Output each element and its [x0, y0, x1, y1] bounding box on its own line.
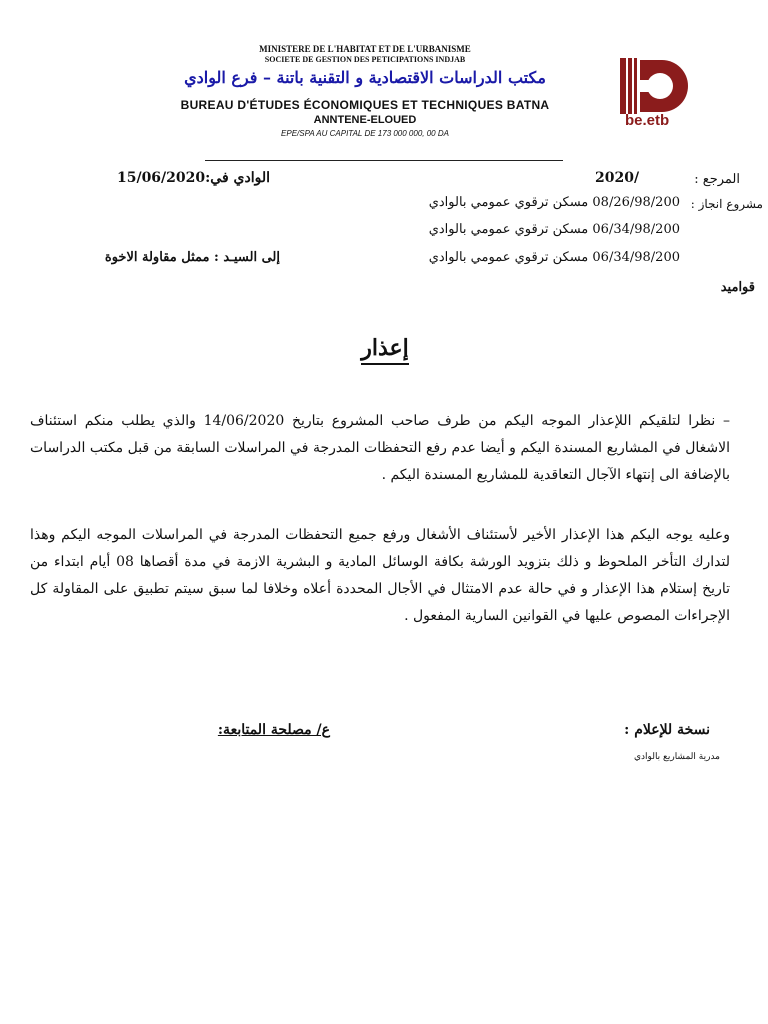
- branch-name: ANNTENE-ELOUED: [313, 114, 417, 126]
- header-separator: [205, 160, 563, 161]
- company-line: SOCIETE DE GESTION DES PETICIPATIONS INDJAB: [264, 55, 466, 64]
- project-line-1: 08/26/98/200 مسكن ترقوي عمومي بالوادي: [428, 195, 680, 210]
- reference-value: 2020/: [595, 170, 640, 186]
- capital-line: EPE/SPA AU CAPITAL DE 173 000 000, 00 DA: [281, 129, 449, 138]
- place-date: الوادي في:15/06/2020: [116, 170, 270, 186]
- body-paragraph-2: [30, 522, 730, 630]
- reference-label: المرجع :: [694, 172, 740, 187]
- body-paragraph-1: [30, 408, 730, 489]
- body-paragraph-2-text: وعليه يوجه اليكم هذا الإعذار الأخير لأستئناف الأشغال ورفع جميع التحفظات المدرجة في المراسلات الموجه اليكم وهذا لتدارك التأخر الملحوظ و ذلك بتزويد الورشة بكافة الوسائل المادية و البشرية الازمة في مدة أقصاها 08 أيام ابتداء من تاريخ إستلام هذا الإعذار و في حالة عدم الامتثال في الأجال المحددة أعلاه وخلافا لما سبق سيتم تطبيق على المقاولة كل الإجراءات المصوص عليها في القوانين السارية المفعول .: [30, 527, 730, 624]
- copy-label: نسخة للإعلام :: [624, 722, 710, 738]
- bureau-title-arabic: مكتب الدراسات الاقتصادية و التقنية باتنة – فرع الوادي: [184, 68, 546, 87]
- logo-text: be.etb: [625, 112, 670, 129]
- recipient-location: قواميد: [720, 280, 755, 295]
- project-line-3: 06/34/98/200 مسكن ترقوي عمومي بالوادي: [428, 250, 680, 265]
- signature-text: ع/ مصلحة المتابعة:: [217, 722, 330, 738]
- project-label: مشروع انجاز :: [690, 197, 763, 211]
- company-logo: [618, 56, 690, 116]
- copy-recipient: مدرية المشاريع بالوادي: [634, 752, 720, 762]
- signature-line: [150, 722, 330, 738]
- body-paragraph-1-text: – نظرا لتلقيكم اللإعذار الموجه اليكم من طرف صاحب المشروع بتاريخ 14/06/2020 والذي يطلب منكم استئناف الاشغال في المشاريع المسندة اليكم و أيضا عدم رفع التحفظات المدرجة في المراسلات السابقة من قبل مكتب الدراسات بالإضافة الى إنتهاء الآجال التعاقدية للمشاريع المسندة اليكم .: [30, 413, 730, 483]
- document-title: [300, 335, 470, 361]
- bureau-title-french: BUREAU D'ÉTUDES ÉCONOMIQUES ET TECHNIQUES BATNA: [180, 98, 550, 112]
- ministry-line: MINISTERE DE L'HABITAT ET DE L'URBANISME: [259, 44, 471, 54]
- document-title-text: إعذار: [361, 335, 409, 365]
- recipient-line: إلى السيـد : ممثل مقاولة الاخوة: [104, 250, 280, 265]
- project-line-2: 06/34/98/200 مسكن ترقوي عمومي بالوادي: [428, 222, 680, 237]
